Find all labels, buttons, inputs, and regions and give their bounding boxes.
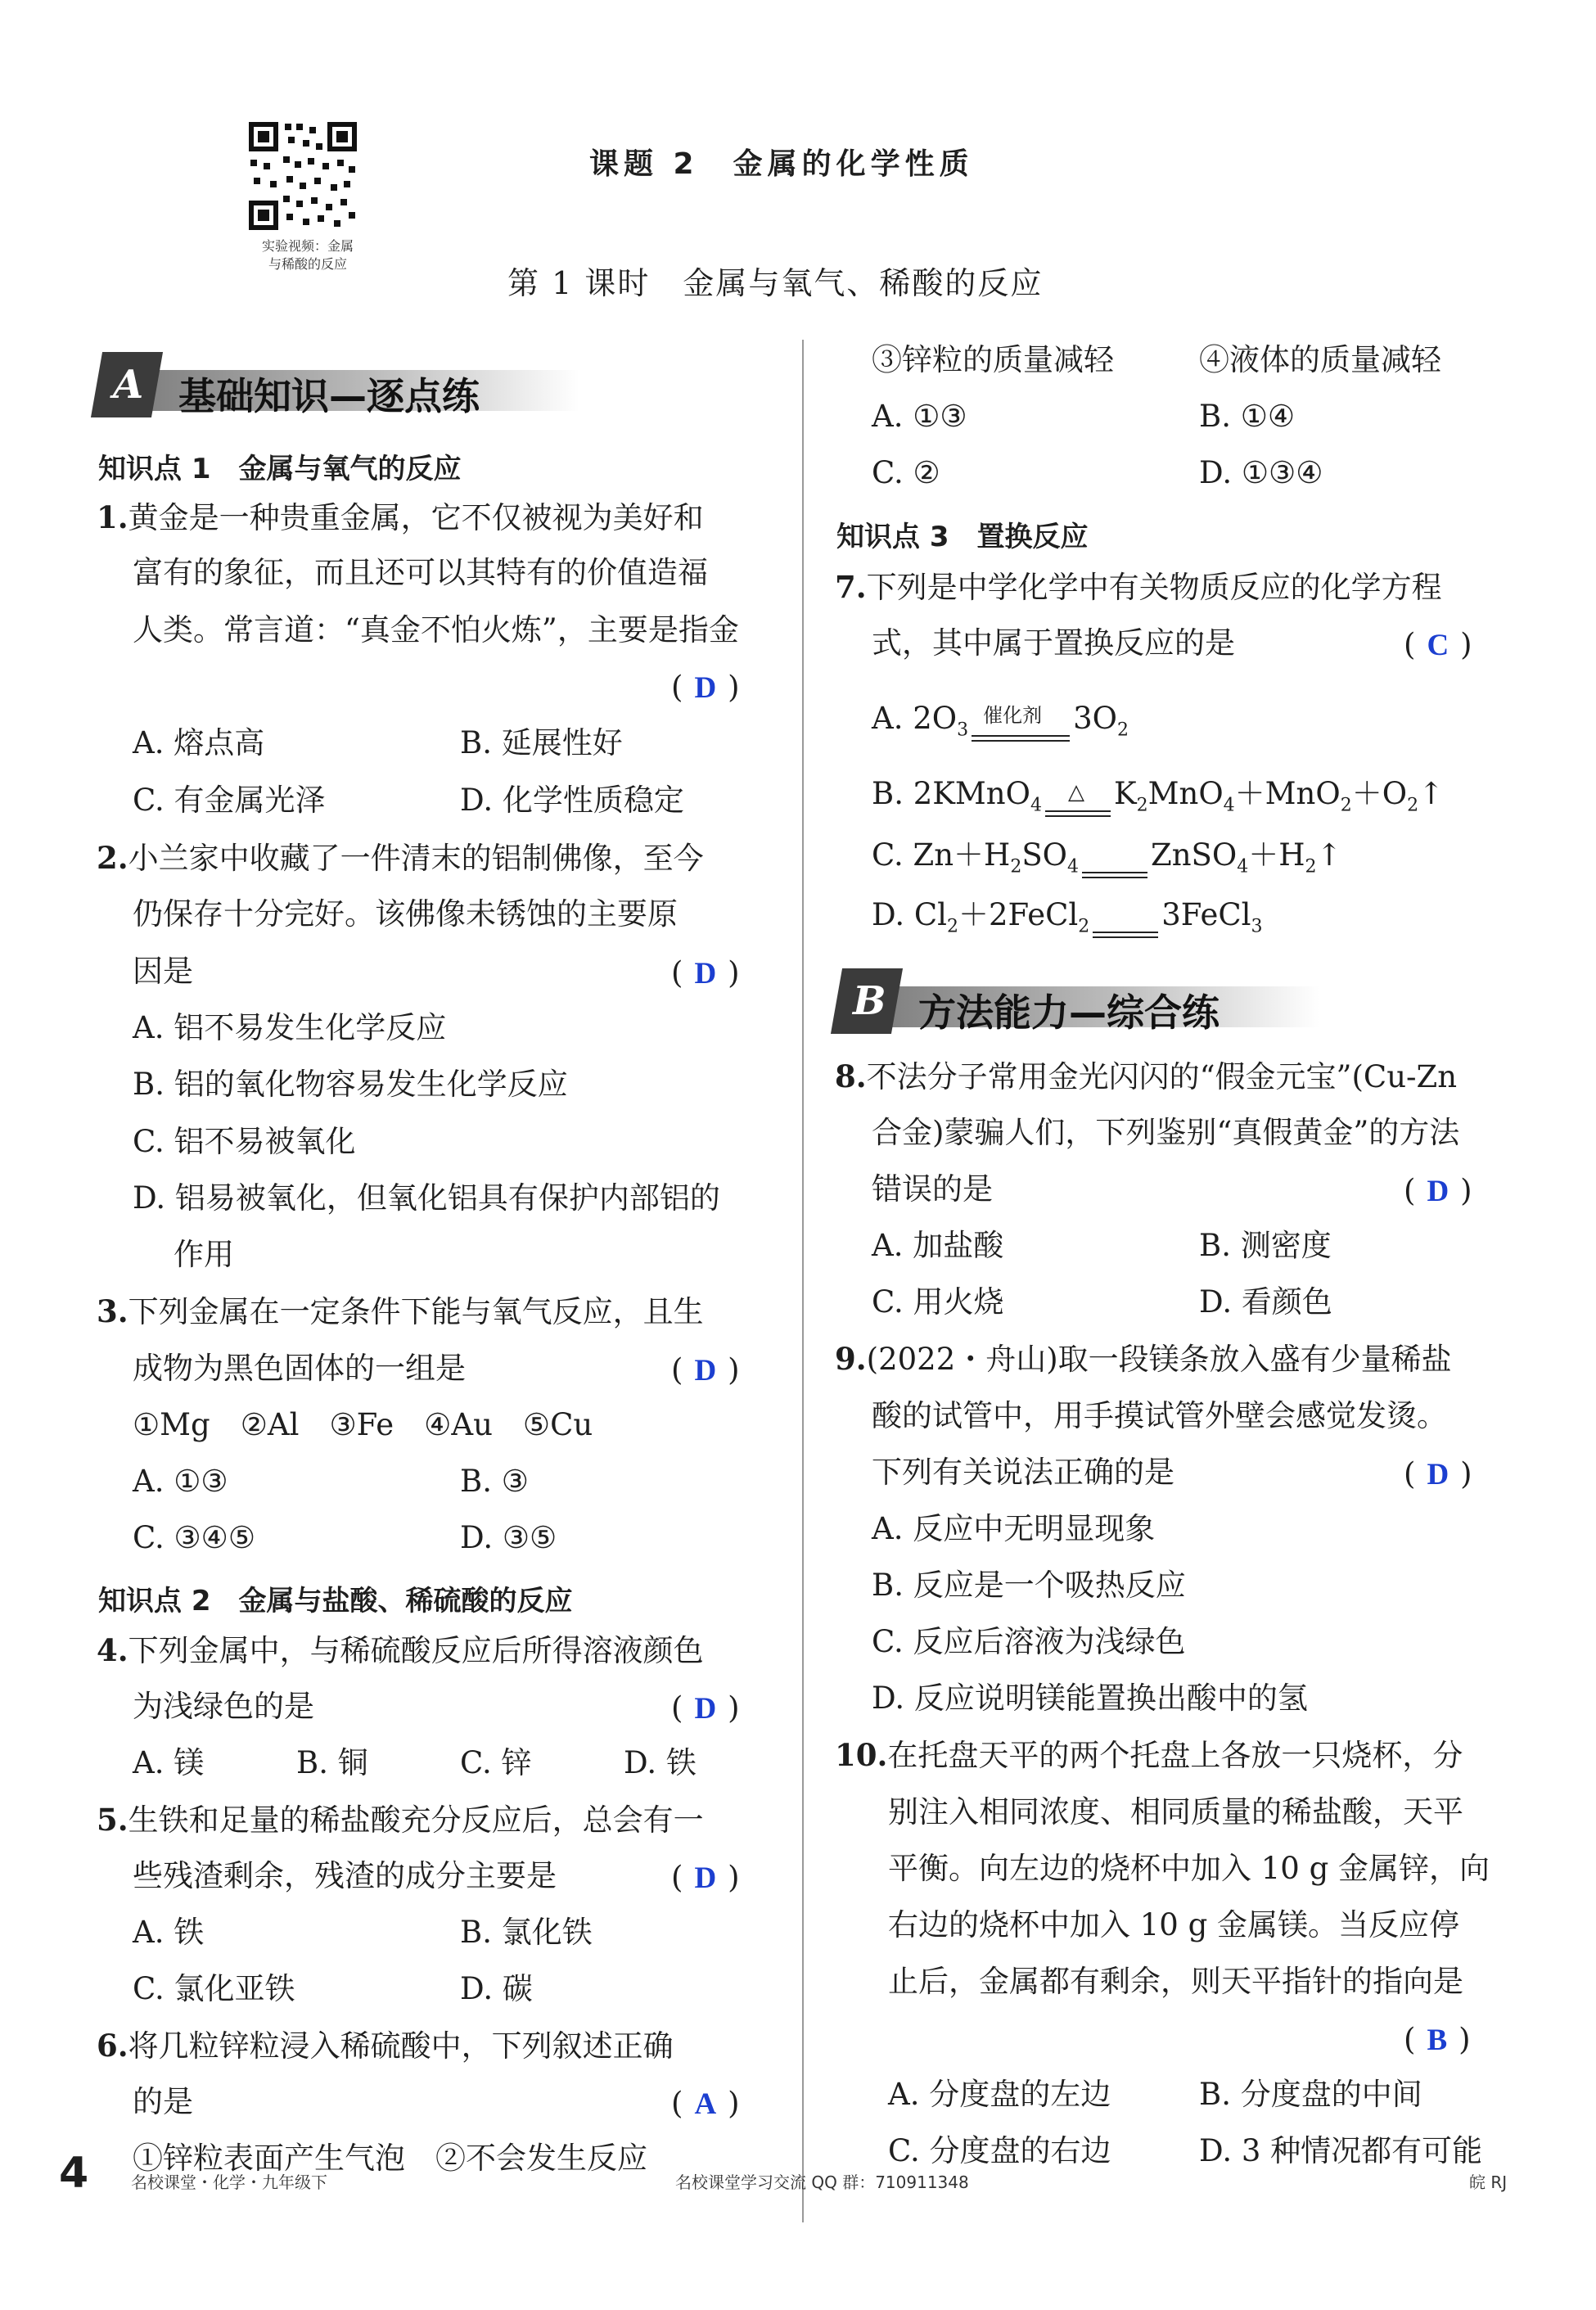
q1-option-a: A. 熔点高	[133, 725, 265, 760]
q2-option-d: D. 铝易被氧化，但氧化铝具有保护内部铝的	[133, 1180, 720, 1216]
q3-option-a: A. ①③	[133, 1464, 228, 1499]
q1-line1: 1.黄金是一种贵重金属，它不仅被视为美好和	[97, 499, 704, 535]
q9-option-a: A. 反应中无明显现象	[872, 1511, 1156, 1546]
q5-line1: 5.生铁和足量的稀盐酸充分反应后，总会有一	[97, 1802, 704, 1838]
q2-answer: ( D )	[671, 955, 740, 990]
q2-option-a: A. 铝不易发生化学反应	[133, 1010, 447, 1045]
q7-option-c: C. $Zn+H_2SO_4$ $ZnSO_4+H_2↑$	[872, 837, 1342, 878]
q1-option-b: B. 延展性好	[460, 725, 623, 760]
q5-option-c: C. 氯化亚铁	[133, 1971, 295, 2006]
heat-symbol: △	[1067, 780, 1084, 805]
q6-option-c: C. ②	[872, 455, 940, 490]
q5-option-a: A. 铁	[133, 1915, 205, 1950]
q6-option-b: B. ①④	[1199, 399, 1296, 434]
q9-option-b: B. 反应是一个吸热反应	[872, 1568, 1186, 1603]
q6-answer: ( A )	[671, 2086, 740, 2121]
q7-option-a: A. $2O_3$ 催化剂 $3O_2$	[872, 701, 1129, 741]
q1-line2: 富有的象征，而且还可以其特有的价值造福	[133, 555, 708, 590]
footer-book-title: 名校课堂・化学・九年级下	[131, 2172, 327, 2192]
q6-statement-4: ④液体的质量减轻	[1199, 342, 1441, 377]
knowledge-point-3: 知识点 3 置换反应	[836, 521, 1089, 553]
q5-line2: 些残渣剩余，残渣的成分主要是	[133, 1858, 557, 1893]
q4-option-a: A. 镁	[133, 1745, 205, 1780]
q2-option-b: B. 铝的氧化物容易发生化学反应	[133, 1067, 568, 1102]
q5-option-b: B. 氯化铁	[460, 1915, 593, 1950]
q2-option-c: C. 铝不易被氧化	[133, 1124, 356, 1159]
q10-option-c: C. 分度盘的右边	[888, 2133, 1111, 2168]
q9-option-c: C. 反应后溶液为浅绿色	[872, 1624, 1186, 1659]
q7-line1: 7.下列是中学化学中有关物质反应的化学方程	[835, 569, 1442, 605]
catalyst-label: 催化剂	[983, 704, 1043, 727]
q7-option-d: D. $Cl_2+2FeCl_2$ 3FeCl$_3$	[872, 897, 1263, 937]
section-a-badge: A	[113, 362, 144, 408]
q8-option-b: B. 测密度	[1199, 1228, 1332, 1263]
q9-answer: ( D )	[1404, 1456, 1472, 1491]
q6-line2: 的是	[133, 2084, 193, 2119]
qr-caption-line2: 与稀酸的反应	[268, 256, 347, 272]
q4-option-b: B. 铜	[296, 1745, 368, 1780]
q6-line1: 6.将几粒锌粒浸入稀硫酸中，下列叙述正确	[97, 2028, 674, 2064]
q9-option-d: D. 反应说明镁能置换出酸中的氢	[872, 1681, 1308, 1716]
q7-line2: 式，其中属于置换反应的是	[872, 625, 1235, 661]
q10-option-d: D. 3 种情况都有可能	[1199, 2133, 1483, 2168]
q3-answer: ( D )	[671, 1352, 740, 1387]
q8-line1: 8.不法分子常用金光闪闪的“假金元宝”(Cu-Zn	[835, 1058, 1458, 1094]
q7-answer: ( C )	[1404, 627, 1472, 662]
q8-option-d: D. 看颜色	[1199, 1284, 1332, 1320]
section-b-badge: B	[853, 978, 886, 1024]
q4-answer: ( D )	[671, 1690, 740, 1726]
q5-answer: ( D )	[671, 1860, 740, 1895]
footer-edition: 皖 RJ	[1469, 2172, 1508, 2192]
q3-line1: 3.下列金属在一定条件下能与氧气反应，且生	[97, 1293, 704, 1329]
footer-qq-group: 名校课堂学习交流 QQ 群：710911348	[675, 2172, 969, 2192]
q8-option-a: A. 加盐酸	[872, 1228, 1004, 1263]
q8-option-c: C. 用火烧	[872, 1284, 1004, 1320]
q2-line1: 2.小兰家中收藏了一件清末的铝制佛像，至今	[97, 840, 704, 876]
page-number: 4	[59, 2149, 89, 2198]
q3-option-b: B. ③	[460, 1464, 529, 1499]
q9-line3: 下列有关说法正确的是	[872, 1455, 1174, 1490]
q2-line3: 因是	[133, 954, 193, 989]
column-divider	[802, 340, 804, 2222]
q1-option-d: D. 化学性质稳定	[460, 783, 684, 818]
q10-option-a: A. 分度盘的左边	[888, 2077, 1111, 2112]
q4-option-c: C. 锌	[460, 1745, 532, 1780]
q6-option-d: D. ①③④	[1199, 455, 1323, 490]
q6-statement-3: ③锌粒的质量减轻	[872, 342, 1114, 377]
q7-option-b: B. 2KMnO$_4$ △ $K_2MnO_4+MnO_2+O_2↑$	[872, 776, 1445, 816]
q1-option-c: C. 有金属光泽	[133, 783, 326, 818]
q3-items: ①Mg ②Al ③Fe ④Au ⑤Cu	[133, 1407, 593, 1442]
section-b-banner	[836, 968, 1319, 1034]
q9-line1: 9.(2022・舟山)取一段镁条放入盛有少量稀盐	[835, 1341, 1452, 1377]
section-a-label: 基础知识—逐点练	[178, 374, 480, 418]
q6-statements-1-2: ①锌粒表面产生气泡 ②不会发生反应	[133, 2141, 647, 2176]
q3-option-c: C. ③④⑤	[133, 1520, 256, 1555]
q3-option-d: D. ③⑤	[460, 1520, 557, 1555]
knowledge-point-2: 知识点 2 金属与盐酸、稀硫酸的反应	[98, 1585, 573, 1617]
q2-option-d-cont: 作用	[174, 1237, 234, 1272]
section-a-banner	[97, 352, 579, 417]
section-b-label: 方法能力—综合练	[918, 990, 1220, 1035]
qr-caption-line1: 实验视频：金属	[261, 238, 354, 254]
q2-line2: 仍保存十分完好。该佛像未锈蚀的主要原	[133, 896, 678, 932]
qr-code	[246, 119, 360, 233]
q10-line3: 平衡。向左边的烧杯中加入 10 g 金属锌，向	[888, 1851, 1490, 1886]
q4-line2: 为浅绿色的是	[133, 1689, 314, 1724]
q4-option-d: D. 铁	[624, 1745, 697, 1780]
period-title: 第 1 课时 金属与氧气、稀酸的反应	[507, 265, 1044, 301]
knowledge-point-1: 知识点 1 金属与氧气的反应	[98, 453, 462, 485]
q10-line5: 止后，金属都有剩余，则天平指针的指向是	[888, 1964, 1463, 1999]
q6-option-a: A. ①③	[872, 399, 967, 434]
q1-line3: 人类。常言道：“真金不怕火炼”，主要是指金	[133, 612, 739, 647]
q8-line3: 错误的是	[872, 1171, 993, 1207]
q8-answer: ( D )	[1404, 1173, 1472, 1208]
q10-answer: ( B )	[1404, 2022, 1471, 2057]
q5-option-d: D. 碳	[460, 1971, 533, 2006]
q10-line4: 右边的烧杯中加入 10 g 金属镁。当反应停	[888, 1907, 1460, 1942]
q4-line1: 4.下列金属中，与稀硫酸反应后所得溶液颜色	[97, 1632, 704, 1668]
q8-line2: 合金)蒙骗人们，下列鉴别“真假黄金”的方法	[872, 1115, 1460, 1150]
q10-option-b: B. 分度盘的中间	[1199, 2077, 1422, 2112]
q10-line2: 别注入相同浓度、相同质量的稀盐酸，天平	[888, 1794, 1463, 1830]
qr-caption	[242, 237, 373, 273]
q10-line1: 10.在托盘天平的两个托盘上各放一只烧杯，分	[835, 1737, 1463, 1773]
q1-answer: ( D )	[671, 670, 740, 705]
q9-line2: 酸的试管中，用手摸试管外壁会感觉发烫。	[872, 1398, 1447, 1433]
lesson-title: 课题 2 金属的化学性质	[589, 147, 974, 181]
q3-line2: 成物为黑色固体的一组是	[133, 1351, 466, 1386]
